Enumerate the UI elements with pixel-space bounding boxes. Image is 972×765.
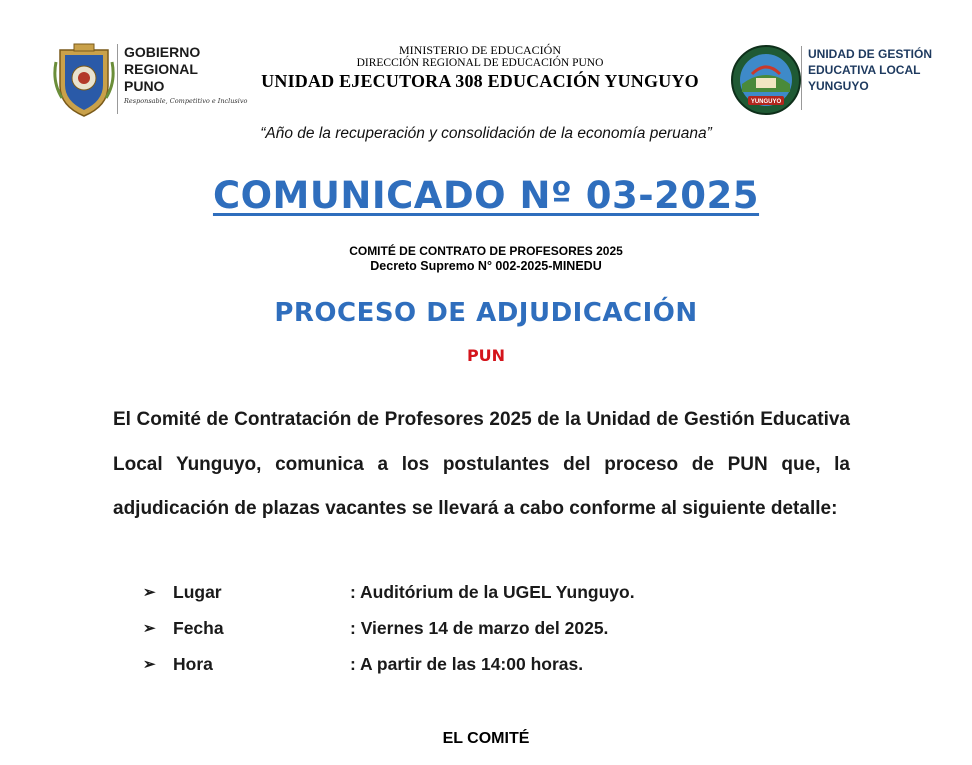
arrow-bullet-icon: ➢ — [143, 656, 156, 673]
ministry-name: MINISTERIO DE EDUCACIÓN — [399, 43, 561, 57]
announcement-title: COMUNICADO Nº 03-2025 — [212, 174, 760, 217]
detail-list — [143, 582, 743, 690]
executing-unit: UNIDAD EJECUTORA 308 EDUCACIÓN YUNGUYO — [261, 71, 699, 91]
detail-item-fecha — [143, 618, 743, 654]
ugel-brand — [801, 46, 932, 110]
detail-value: : Viernes 14 de marzo del 2025. — [350, 618, 609, 638]
process-title: PROCESO DE ADJUDICACIÓN — [274, 298, 698, 328]
gobierno-regional-brand — [117, 44, 247, 114]
ugel-yunguyo-logo — [730, 44, 802, 116]
detail-value: : Auditórium de la UGEL Yunguyo. — [350, 582, 635, 602]
detail-label: Fecha — [173, 618, 224, 638]
ugel-line-3: YUNGUYO — [808, 79, 869, 93]
logo-caption: YUNGUYO — [750, 99, 782, 105]
brand-line-3: PUNO — [124, 78, 165, 94]
gobierno-regional-puno-logo — [52, 42, 116, 118]
brand-motto: Responsable, Competitivo e Inclusivo — [124, 97, 248, 105]
detail-item-lugar — [143, 582, 743, 618]
brand-line-2: REGIONAL — [124, 61, 198, 77]
ministry-header — [230, 44, 730, 92]
committee-name: COMITÉ DE CONTRATO DE PROFESORES 2025 — [349, 244, 623, 258]
brand-line-1: GOBIERNO — [124, 44, 201, 60]
arrow-bullet-icon: ➢ — [143, 584, 156, 601]
detail-value: : A partir de las 14:00 horas. — [350, 654, 584, 674]
ugel-line-1: UNIDAD DE GESTIÓN — [808, 47, 933, 61]
signature: EL COMITÉ — [442, 730, 530, 747]
arrow-bullet-icon: ➢ — [143, 620, 156, 637]
ugel-line-2: EDUCATIVA LOCAL — [808, 63, 921, 77]
decree-reference: Decreto Supremo N° 002-2025-MINEDU — [370, 259, 602, 273]
announcement-body: El Comité de Contratación de Profesores 2025 de la Unidad de Gestión Educativa Local Yunguyo, comunica a los postulantes del proceso de PUN que, la adjudicación de plazas vacantes se llevará a cabo conforme al siguiente detalle: — [113, 409, 850, 519]
detail-label: Lugar — [173, 582, 222, 602]
year-motto: “Año de la recuperación y consolidación de la economía peruana” — [260, 125, 712, 142]
detail-item-hora — [143, 654, 743, 690]
process-subtitle: PUN — [466, 346, 506, 365]
detail-label: Hora — [173, 654, 213, 674]
regional-direction: DIRECCIÓN REGIONAL DE EDUCACIÓN PUNO — [356, 57, 604, 69]
